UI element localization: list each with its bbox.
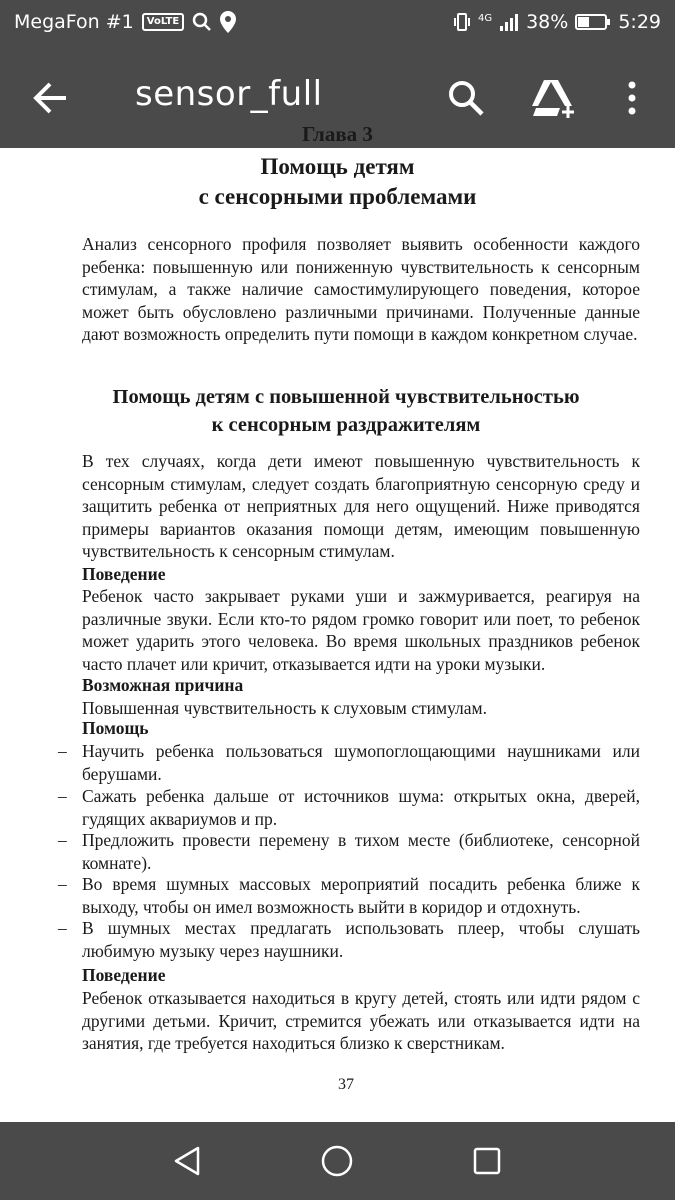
battery-icon xyxy=(575,13,611,31)
help-list-item xyxy=(58,873,640,918)
status-left xyxy=(14,11,236,33)
list-dash: – xyxy=(58,874,67,894)
behavior-paragraph: Ребенок часто закрывает руками уши и зажмуривается, реагируя на различные звуки. Если кто-то рядом громко говорит или поет, то ребенок может ударить этого человека. Во время школьных праздников ребенок часто плачет или кричит, отказывается идти на уроки музыки. xyxy=(82,586,640,674)
status-bar xyxy=(0,0,675,48)
help-label: Помощь xyxy=(82,718,149,738)
help-item-text: Сажать ребенка дальше от источников шума: открытых окна, дверей, гудящих аквариумов и пр. xyxy=(82,786,640,829)
back-arrow-icon[interactable] xyxy=(30,78,70,118)
help-item-text: В шумных местах предлагать использовать плеер, чтобы слушать любимую музыку через наушники. xyxy=(82,918,640,961)
more-vert-icon[interactable] xyxy=(620,78,644,118)
clock: 5:29 xyxy=(618,11,661,33)
help-list-item xyxy=(58,829,640,874)
list-dash: – xyxy=(58,918,67,938)
back-triangle-icon[interactable] xyxy=(170,1144,204,1178)
document-title: sensor_full xyxy=(135,74,323,114)
help-list-item xyxy=(58,740,640,785)
page-number: 37 xyxy=(338,1076,354,1093)
signal-icon xyxy=(499,12,519,32)
search-status-icon xyxy=(192,12,212,32)
behavior-label: Поведение xyxy=(82,564,166,584)
location-icon xyxy=(220,11,236,33)
help-item-text: Научить ребенка пользоваться шумопоглощающими наушниками или берушами. xyxy=(82,741,640,784)
help-item-text: Во время шумных массовых мероприятий посадить ребенка ближе к выходу, чтобы он имел возможность выйти в коридор и отдохнуть. xyxy=(82,874,640,917)
help-list-item xyxy=(58,785,640,830)
vibrate-icon xyxy=(453,12,471,32)
drive-add-icon[interactable] xyxy=(530,76,576,120)
section-heading xyxy=(0,383,675,439)
section-intro-paragraph: В тех случаях, когда дети имеют повышенную чувствительность к сенсорным стимулам, следует создать благоприятную сенсорную среду и защитить ребенка от неприятных для него ощущений. Ниже приводятся примеры вариантов оказания помощи детям, имеющим повышенную чувствительность к сенсорным стимулам. xyxy=(82,451,640,561)
navigation-bar xyxy=(0,1122,675,1200)
battery-percent: 38% xyxy=(526,11,569,33)
chapter-title-line1: Помощь детям xyxy=(260,154,415,179)
intro-paragraph: Анализ сенсорного профиля позволяет выявить особенности каждого ребенка: повышенную или пониженную чувствительность к сенсорным стимулам, а также наличие самостимулирующего поведения, которое может быть обусловлено различными причинами. Полученные данные дают возможность определить пути помощи в каждом конкретном случае. xyxy=(82,234,640,344)
status-right xyxy=(453,11,661,33)
list-dash: – xyxy=(58,741,67,761)
network-type: 4G xyxy=(477,12,493,24)
section-heading-line2: к сенсорным раздражителям xyxy=(211,414,481,436)
search-icon[interactable] xyxy=(446,78,486,118)
help-item-text: Предложить провести перемену в тихом месте (библиотеке, сенсорной комнате). xyxy=(82,830,640,873)
chapter-title xyxy=(0,152,675,212)
chapter-title-line2: с сенсорными проблемами xyxy=(198,184,477,209)
section-heading-line1: Помощь детям с повышенной чувствительностью xyxy=(112,386,580,408)
carrier-name: MegaFon #1 xyxy=(14,11,134,33)
recents-square-icon[interactable] xyxy=(470,1144,504,1178)
document-page xyxy=(0,120,675,1120)
behavior2-label: Поведение xyxy=(82,965,166,985)
behavior2-paragraph: Ребенок отказывается находиться в кругу детей, стоять или идти рядом с другими детьми. Кричит, стремится убежать или отказывается идти на занятия, где требуется находиться близко к сверстникам. xyxy=(82,988,640,1053)
list-dash: – xyxy=(58,786,67,806)
list-dash: – xyxy=(58,830,67,850)
volte-icon: VoLTE xyxy=(142,13,184,31)
home-circle-icon[interactable] xyxy=(320,1144,354,1178)
cause-paragraph: Повышенная чувствительность к слуховым стимулам. xyxy=(82,698,487,718)
chapter-heading: Глава 3 xyxy=(302,122,373,146)
cause-label: Возможная причина xyxy=(82,675,244,695)
help-list-item xyxy=(58,917,640,962)
